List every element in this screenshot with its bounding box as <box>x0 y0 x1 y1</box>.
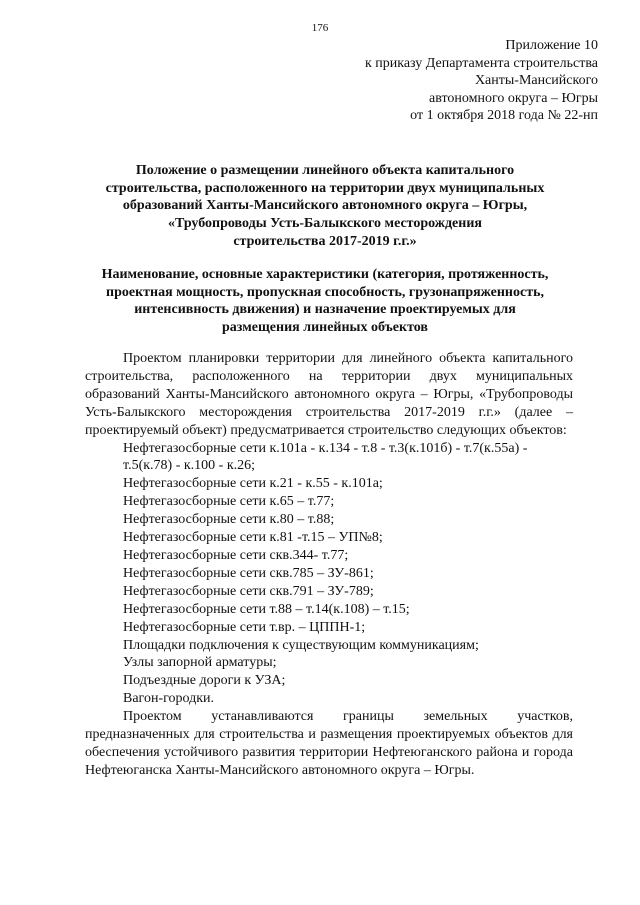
list-item: Узлы запорной арматуры; <box>123 655 277 671</box>
page-number: 176 <box>311 22 329 34</box>
title-line: строительства, расположенного на территории двух муниципальных <box>105 180 545 196</box>
list-item: Нефтегазосборные сети т.вр. – ЦППН-1; <box>123 619 366 635</box>
intro-paragraph: Проектом планировки территории для линейного объекта капитального строительства, расположенного на территории двух муниципальных образований Ханты-Мансийского автономного округа – Югры, «Трубопроводы Усть-Балыкского месторождения строительства 2017-2019 г.г.» (далее – проектируемый объект) предусматривается строительство следующих объектов: <box>85 351 573 438</box>
appendix-line: Приложение 10 <box>505 38 598 53</box>
list-item: Нефтегазосборные сети к.80 – т.88; <box>123 512 335 528</box>
title-line: «Трубопроводы Усть-Балыкского месторождения <box>168 216 482 232</box>
heading-line: размещения линейных объектов <box>222 320 428 336</box>
list-item: Вагон-городки. <box>123 691 215 707</box>
appendix-line: автономного округа – Югры <box>429 90 598 106</box>
appendix-line: Ханты-Мансийского <box>474 73 598 88</box>
heading-line: проектная мощность, пропускная способность, грузонапряженность, <box>106 284 544 300</box>
list-item: Подъездные дороги к УЗА; <box>123 673 286 689</box>
list-item: Нефтегазосборные сети к.21 - к.55 - к.101а; <box>123 476 383 492</box>
list-item: Нефтегазосборные сети к.101а - к.134 - т.8 - т.3(к.101б) - т.7(к.55а) - т.5(к.78) - к.100 - к.26; <box>123 440 528 474</box>
title-line: Положение о размещении линейного объекта капитального <box>135 163 515 178</box>
list-item: Нефтегазосборные сети к.81 -т.15 – УП№8; <box>123 530 383 546</box>
section-heading <box>60 266 590 337</box>
document-body <box>85 350 573 780</box>
appendix-line: к приказу Департамента строительства <box>364 55 598 71</box>
list-item: Нефтегазосборные сети скв.344- т.77; <box>123 547 349 563</box>
heading-line: интенсивность движения) и назначение проектируемых для <box>134 302 516 318</box>
document-title <box>60 162 590 251</box>
list-item: Нефтегазосборные сети скв.791 – ЗУ-789; <box>123 583 374 599</box>
list-item: Нефтегазосборные сети скв.785 – ЗУ-861; <box>123 565 374 581</box>
list-item: Нефтегазосборные сети т.88 – т.14(к.108) – т.15; <box>123 601 410 617</box>
heading-line: Наименование, основные характеристики (категория, протяженность, <box>101 267 549 282</box>
list-item: Нефтегазосборные сети к.65 – т.77; <box>123 494 335 510</box>
title-line: образований Ханты-Мансийского автономного округа – Югры, <box>122 198 528 214</box>
appendix-line: от 1 октября 2018 года № 22-нп <box>410 108 598 123</box>
list-item: Площадки подключения к существующим коммуникациям; <box>123 637 479 653</box>
title-line: строительства 2017-2019 г.г.» <box>233 233 417 249</box>
closing-paragraph: Проектом устанавливаются границы земельных участков, предназначенных для строительства и размещения проектируемых объектов для обеспечения устойчивого развития территории Нефтеюганского района и города Нефтеюганска Ханты-Мансийского автономного округа – Югры. <box>85 709 573 778</box>
appendix-block <box>278 37 598 125</box>
